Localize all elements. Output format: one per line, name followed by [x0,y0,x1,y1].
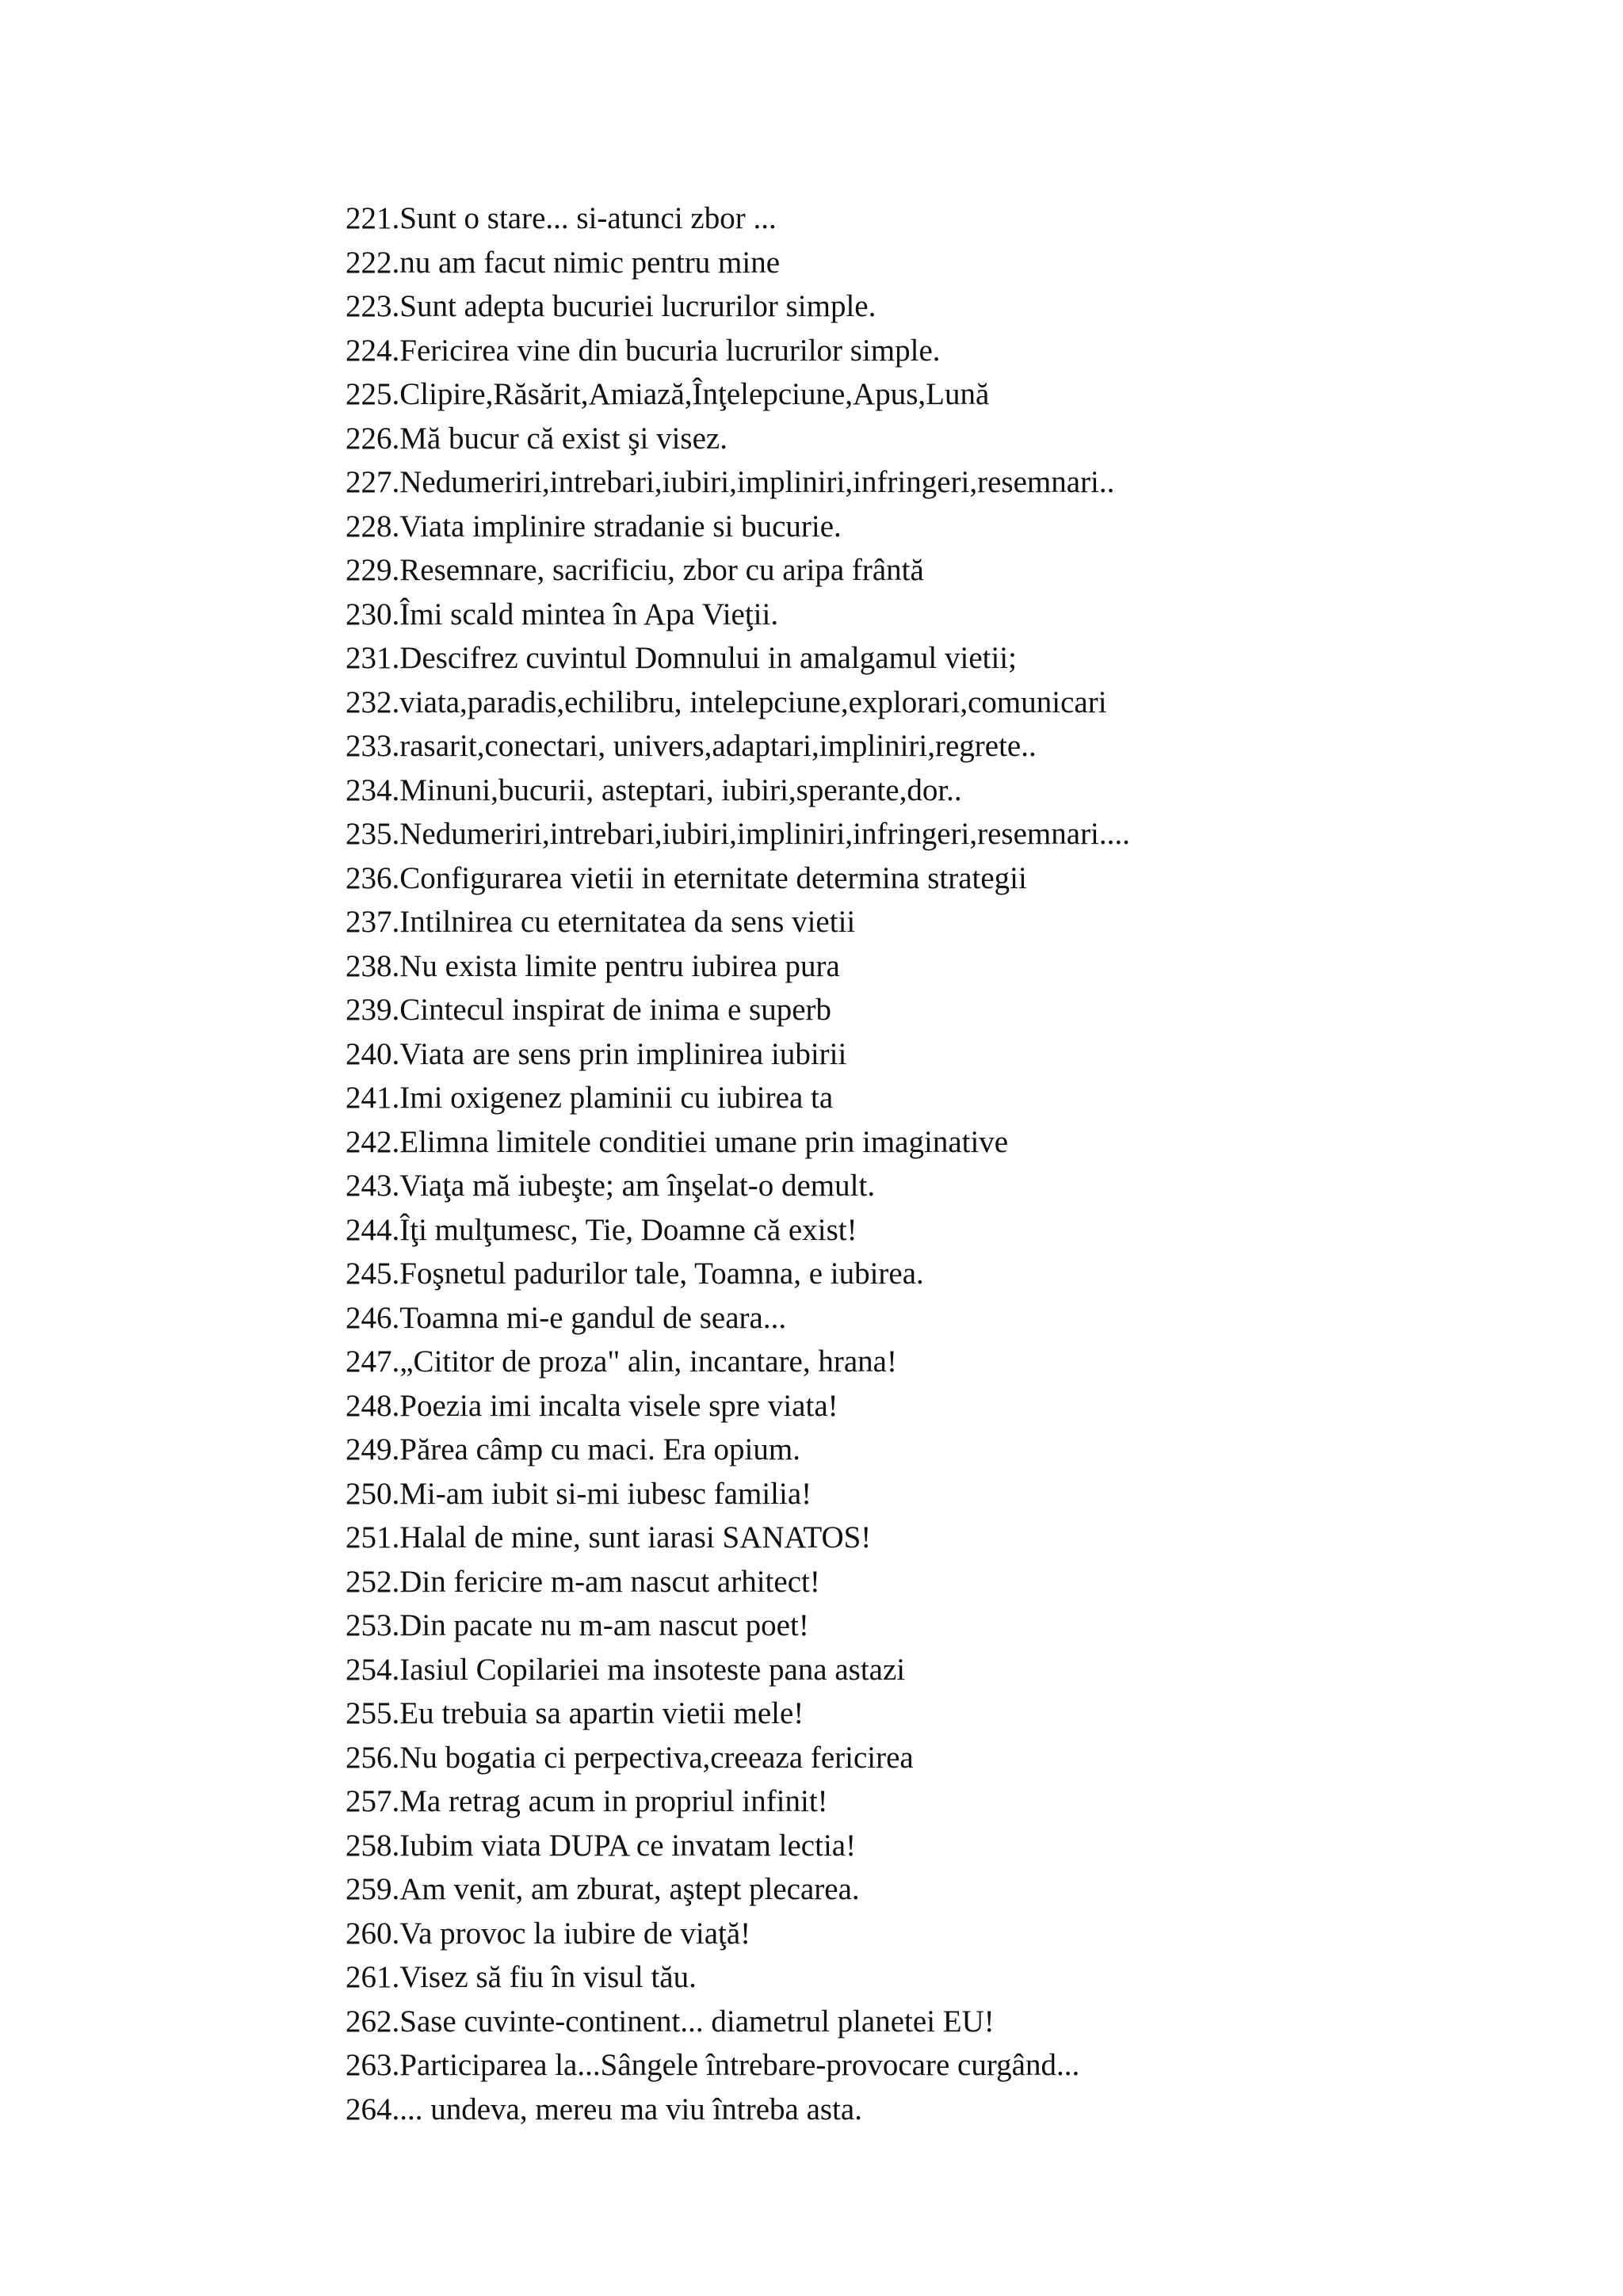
text-line: 239.Cintecul inspirat de inima e superb [346,993,832,1027]
text-line: 232.viata,paradis,echilibru, intelepciune,explorari,comunicari [346,685,1107,719]
text-line: 253.Din pacate nu m-am nascut poet! [346,1608,809,1642]
text-line: 233.rasarit,conectari, univers,adaptari,impliniri,regrete.. [346,729,1037,763]
text-line: 259.Am venit, am zburat, aştept plecarea. [346,1872,860,1906]
text-line: 254.Iasiul Copilariei ma insoteste pana astazi [346,1652,906,1687]
text-line: 262.Sase cuvinte-continent... diametrul planetei EU! [346,2004,995,2039]
text-line: 234.Minuni,bucurii, asteptari, iubiri,sperante,dor.. [346,772,962,807]
text-line: 249.Părea câmp cu maci. Era opium. [346,1432,800,1466]
text-line: 261.Visez să fiu în visul tău. [346,1960,697,1994]
text-line: 222.nu am facut nimic pentru mine [346,245,781,280]
text-line: 228.Viata implinire stradanie si bucurie. [346,509,842,543]
text-line: 240.Viata are sens prin implinirea iubirii [346,1036,847,1071]
text-line: 258.Iubim viata DUPA ce invatam lectia! [346,1828,857,1863]
text-line: 221.Sunt o stare... si-atunci zbor ... [346,201,777,235]
text-line: 244.Îţi mulţumesc, Tie, Doamne că exist! [346,1212,857,1247]
text-line: 230.Îmi scald mintea în Apa Vieţii. [346,597,779,631]
text-line: 256.Nu bogatia ci perpectiva,creeaza fericirea [346,1740,914,1775]
text-line: 243.Viaţa mă iubeşte; am înşelat-o demult. [346,1169,876,1203]
text-line: 223.Sunt adepta bucuriei lucrurilor simple. [346,289,876,323]
text-line: 245.Foşnetul padurilor tale, Toamna, e iubirea. [346,1257,924,1291]
text-line: 252.Din fericire m-am nascut arhitect! [346,1564,820,1599]
text-line: 227.Nedumeriri,intrebari,iubiri,impliniri,infringeri,resemnari.. [346,465,1115,499]
text-line: 247.„Cititor de proza" alin, incantare, hrana! [346,1344,897,1379]
text-line: 238.Nu exista limite pentru iubirea pura [346,948,840,983]
text-line: 237.Intilnirea cu eternitatea da sens vietii [346,905,856,939]
text-line: 229.Resemnare, sacrificiu, zbor cu aripa frântă [346,553,924,587]
text-line: 248.Poezia imi incalta visele spre viata! [346,1388,838,1423]
text-line: 255.Eu trebuia sa apartin vietii mele! [346,1696,804,1730]
text-line: 226.Mă bucur că exist şi visez. [346,421,727,456]
text-line: 251.Halal de mine, sunt iarasi SANATOS! [346,1520,872,1554]
text-line: 264.... undeva, mereu ma viu întreba asta. [346,2092,862,2126]
text-line: 225.Clipire,Răsărit,Amiază,Înţelepciune,Apus,Lună [346,377,990,411]
text-line: 246.Toamna mi-e gandul de seara... [346,1300,787,1335]
text-line: 250.Mi-am iubit si-mi iubesc familia! [346,1476,812,1511]
text-line: 260.Va provoc la iubire de viaţă! [346,1916,751,1951]
text-line: 236.Configurarea vietii in eternitate determina strategii [346,860,1027,895]
text-line: 263.Participarea la...Sângele întrebare-provocare curgând... [346,2048,1080,2082]
text-line: 235.Nedumeriri,intrebari,iubiri,impliniri,infringeri,resemnari.... [346,817,1130,851]
text-line: 224.Fericirea vine din bucuria lucrurilor simple. [346,333,941,368]
text-line: 242.Elimna limitele conditiei umane prin imaginative [346,1124,1009,1159]
numbered-lines-list [346,196,1130,2131]
text-line: 231.Descifrez cuvintul Domnului in amalgamul vietii; [346,641,1017,675]
text-line: 257.Ma retrag acum in propriul infinit! [346,1784,828,1818]
text-line: 241.Imi oxigenez plaminii cu iubirea ta [346,1081,834,1115]
